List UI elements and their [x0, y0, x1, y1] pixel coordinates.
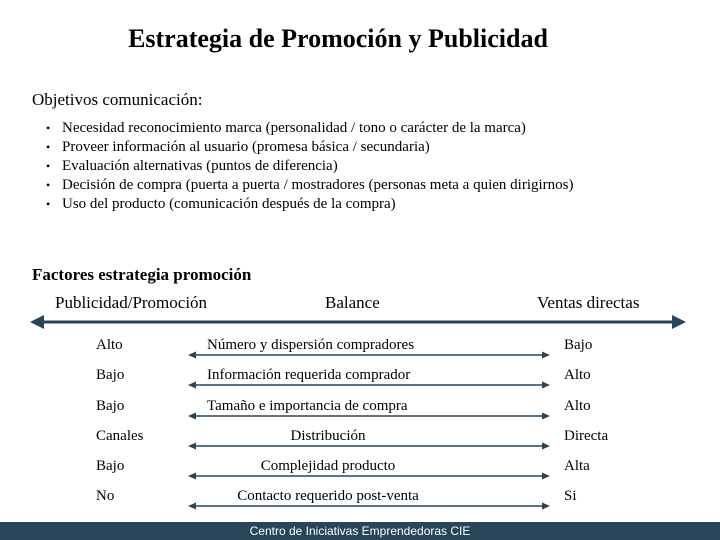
objectives-list	[46, 119, 574, 214]
row-right-value: Alto	[564, 398, 591, 414]
row-right-value: Alto	[564, 367, 591, 383]
list-item	[46, 138, 574, 157]
bullet-icon: •	[46, 159, 51, 173]
bullet-icon: •	[46, 121, 51, 135]
bullet-icon: •	[46, 178, 51, 192]
footer-text: Centro de Iniciativas Emprendedoras CIE	[249, 524, 471, 538]
column-header-balance: Balance	[325, 293, 380, 312]
row-factor-label: Información requerida comprador	[207, 367, 411, 383]
bullet-icon: •	[46, 197, 51, 211]
row-left-value: Bajo	[96, 458, 125, 474]
objective-text: Decisión de compra (puerta a puerta / mostradores (personas meta a quien dirigirnos)	[62, 177, 574, 193]
row-right-value: Directa	[564, 428, 609, 444]
list-item	[46, 195, 574, 214]
row-left-value: Alto	[96, 337, 123, 353]
bullet-icon: •	[46, 140, 51, 154]
row-factor-label: Complejidad producto	[260, 458, 396, 474]
row-left-value: Bajo	[96, 367, 125, 383]
objective-text: Necesidad reconocimiento marca (personalidad / tono o carácter de la marca)	[62, 120, 526, 136]
row-factor-label: Número y dispersión compradores	[207, 337, 415, 353]
row-right-value: Bajo	[564, 337, 593, 353]
row-factor-label: Tamaño e importancia de compra	[207, 398, 408, 414]
column-header-advertising: Publicidad/Promoción	[55, 293, 208, 312]
row-right-value: Si	[564, 488, 577, 504]
list-item	[46, 157, 574, 176]
objective-text: Evaluación alternativas (puntos de diferencia)	[62, 158, 338, 174]
row-left-value: Canales	[96, 428, 144, 444]
column-header-direct-sales: Ventas directas	[537, 293, 640, 312]
objective-text: Proveer información al usuario (promesa básica / secundaria)	[62, 139, 430, 155]
objectives-heading: Objetivos comunicación:	[32, 90, 203, 109]
objective-text: Uso del producto (comunicación después de la compra)	[62, 196, 396, 212]
row-factor-label: Contacto requerido post-venta	[237, 488, 419, 504]
row-factor-label: Distribución	[290, 428, 366, 444]
row-left-value: Bajo	[96, 398, 125, 414]
row-right-value: Alta	[564, 458, 590, 474]
balance-double-arrow-icon	[0, 312, 720, 332]
list-item	[46, 176, 574, 195]
factors-heading: Factores estrategia promoción	[32, 265, 252, 284]
page-title: Estrategia de Promoción y Publicidad	[128, 24, 548, 53]
list-item	[46, 119, 574, 138]
row-left-value: No	[96, 488, 115, 504]
